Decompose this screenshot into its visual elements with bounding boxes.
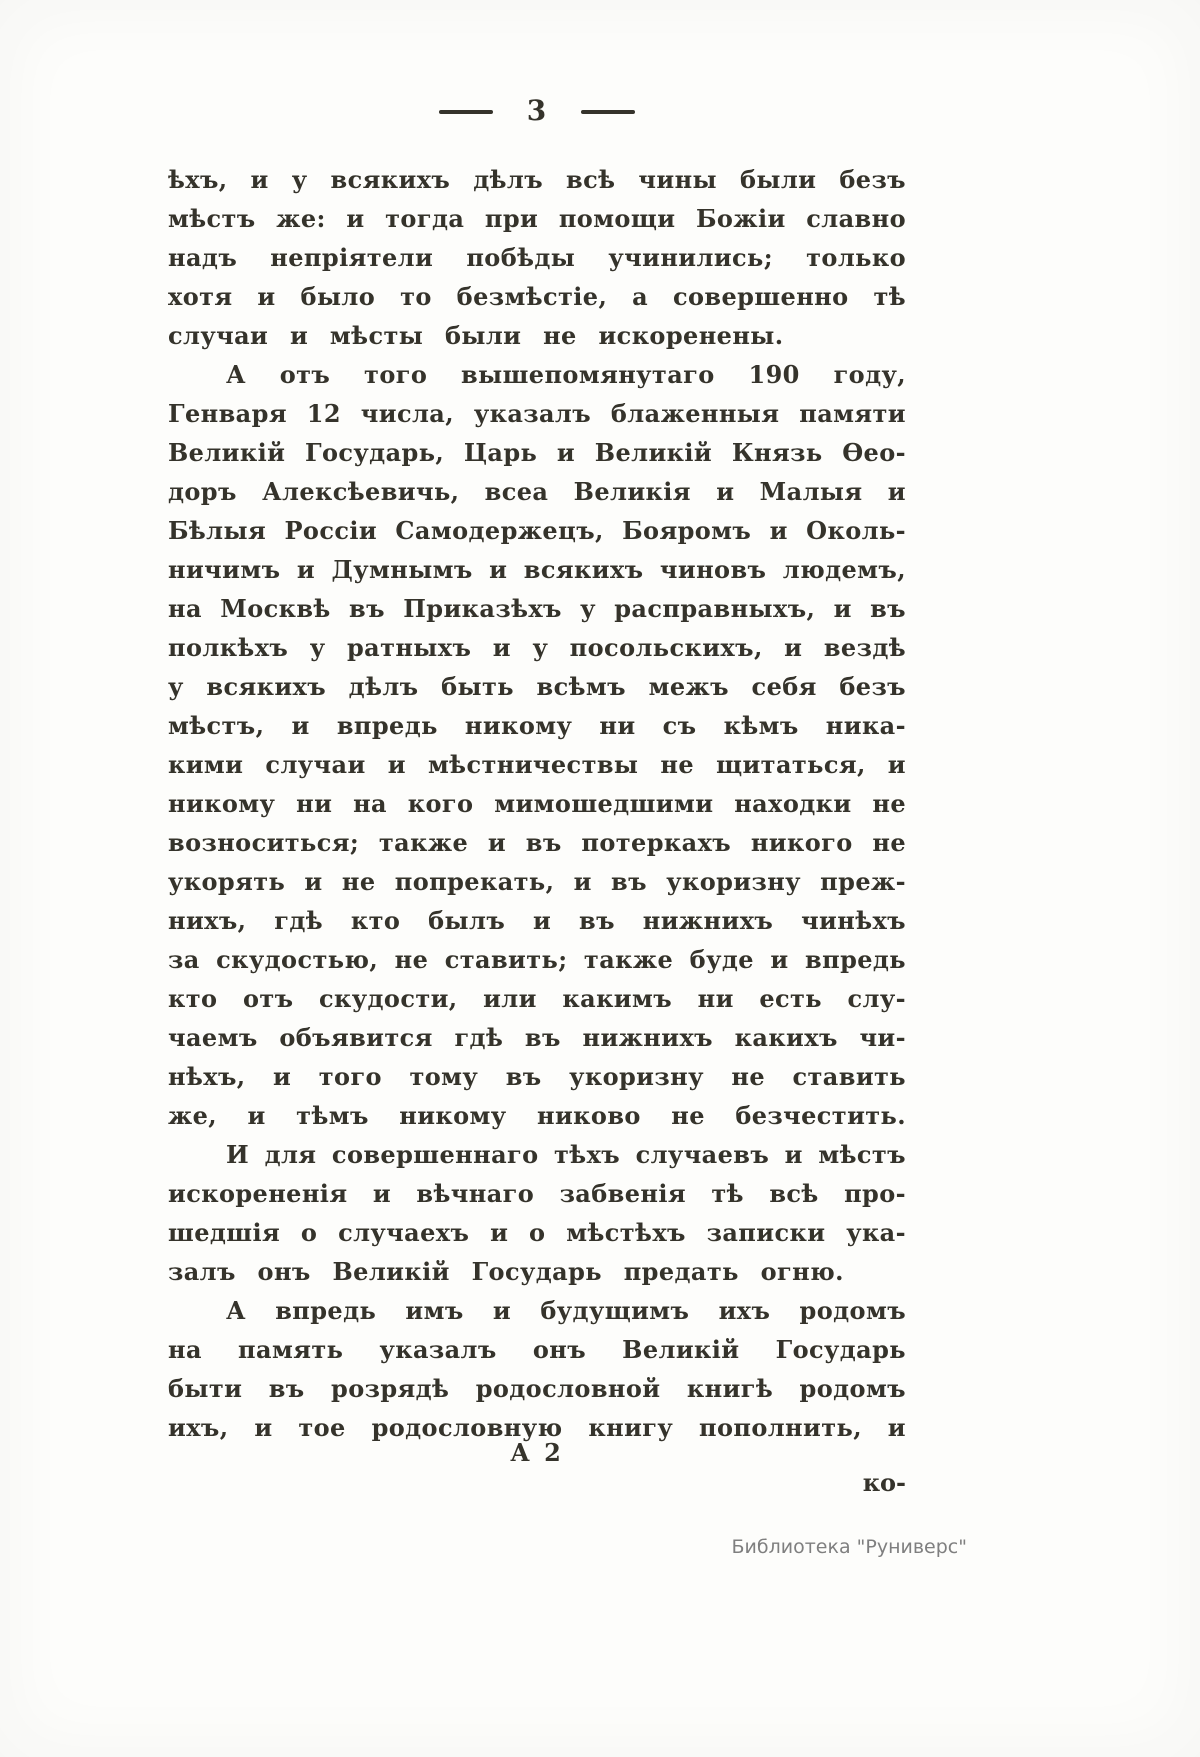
text-line: кими случаи и мѣстничествы не щитаться, и (168, 750, 906, 779)
text-line: на память указалъ онъ Великій Государь (168, 1335, 906, 1364)
text-line: быти въ розрядѣ родословной книгѣ родомъ (168, 1374, 906, 1403)
text-line: же, и тѣмъ никому никово не безчестить. (168, 1101, 906, 1130)
text-line: никому ни на кого мимошедшими находки не (168, 789, 906, 818)
signature-mark: А 2 (510, 1438, 564, 1467)
text-line: у всякихъ дѣлъ быть всѣмъ межъ себя безъ (168, 672, 906, 701)
text-line: нѣхъ, и того тому въ укоризну не ставить (168, 1062, 906, 1091)
text-line: надъ непріятели побѣды учинились; только (168, 243, 906, 272)
text-line: нихъ, гдѣ кто былъ и въ нижнихъ чинѣхъ (168, 906, 906, 935)
text-line: мѣстъ же: и тогда при помощи Божіи славно (168, 204, 906, 233)
text-line: полкѣхъ у ратныхъ и у посольскихъ, и вездѣ (168, 633, 906, 662)
catchword: ко- (862, 1468, 906, 1497)
text-line: кто отъ скудости, или какимъ ни есть слу- (168, 984, 906, 1013)
library-watermark: Библиотека "Руниверс" (731, 1536, 967, 1558)
text-line: на Москвѣ въ Приказѣхъ у расправныхъ, и въ (168, 594, 906, 623)
body-text (168, 160, 906, 1447)
text-line: залъ онъ Великій Государь предать огню. (168, 1257, 844, 1286)
text-line: А отъ того вышепомянутаго 190 году, (226, 360, 906, 389)
text-line: искорененія и вѣчнаго забвенія тѣ всѣ про- (168, 1179, 906, 1208)
text-line: возноситься; также и въ потеркахъ никого не (168, 828, 906, 857)
text-line: чаемъ объявится гдѣ въ нижнихъ какихъ чи- (168, 1023, 906, 1052)
text-line: случаи и мѣсты были не искоренены. (168, 321, 784, 350)
text-line: А впредь имъ и будущимъ ихъ родомъ (226, 1296, 906, 1325)
text-line: укорять и не попрекать, и въ укоризну преж- (168, 867, 906, 896)
page-header (168, 90, 906, 134)
text-line: Бѣлыя Россіи Самодержецъ, Бояромъ и Околь- (168, 516, 906, 545)
text-line: Генваря 12 числа, указалъ блаженныя памяти (168, 399, 906, 428)
page-number: 3 (526, 93, 548, 127)
text-line: Великій Государь, Царь и Великій Князь Ѳео- (168, 438, 906, 467)
text-line: хотя и было то безмѣстіе, а совершенно тѣ (168, 282, 906, 311)
text-line: шедшія о случаехъ и о мѣстѣхъ записки ука- (168, 1218, 906, 1247)
text-line: ничимъ и Думнымъ и всякихъ чиновъ людемъ, (168, 555, 906, 584)
header-rule-left-icon (439, 110, 493, 114)
text-line: И для совершеннаго тѣхъ случаевъ и мѣстъ (226, 1140, 906, 1169)
header-rule-right-icon (581, 110, 635, 114)
text-line: ѣхъ, и у всякихъ дѣлъ всѣ чины были безъ (168, 165, 906, 194)
text-line: ихъ, и тое родословную книгу пополнить, и (168, 1413, 906, 1442)
text-line: за скудостью, не ставить; также буде и впредь (168, 945, 906, 974)
text-line: мѣстъ, и впредь никому ни съ кѣмъ ника- (168, 711, 906, 740)
text-line: доръ Алексѣевичь, всеа Великія и Малыя и (168, 477, 906, 506)
